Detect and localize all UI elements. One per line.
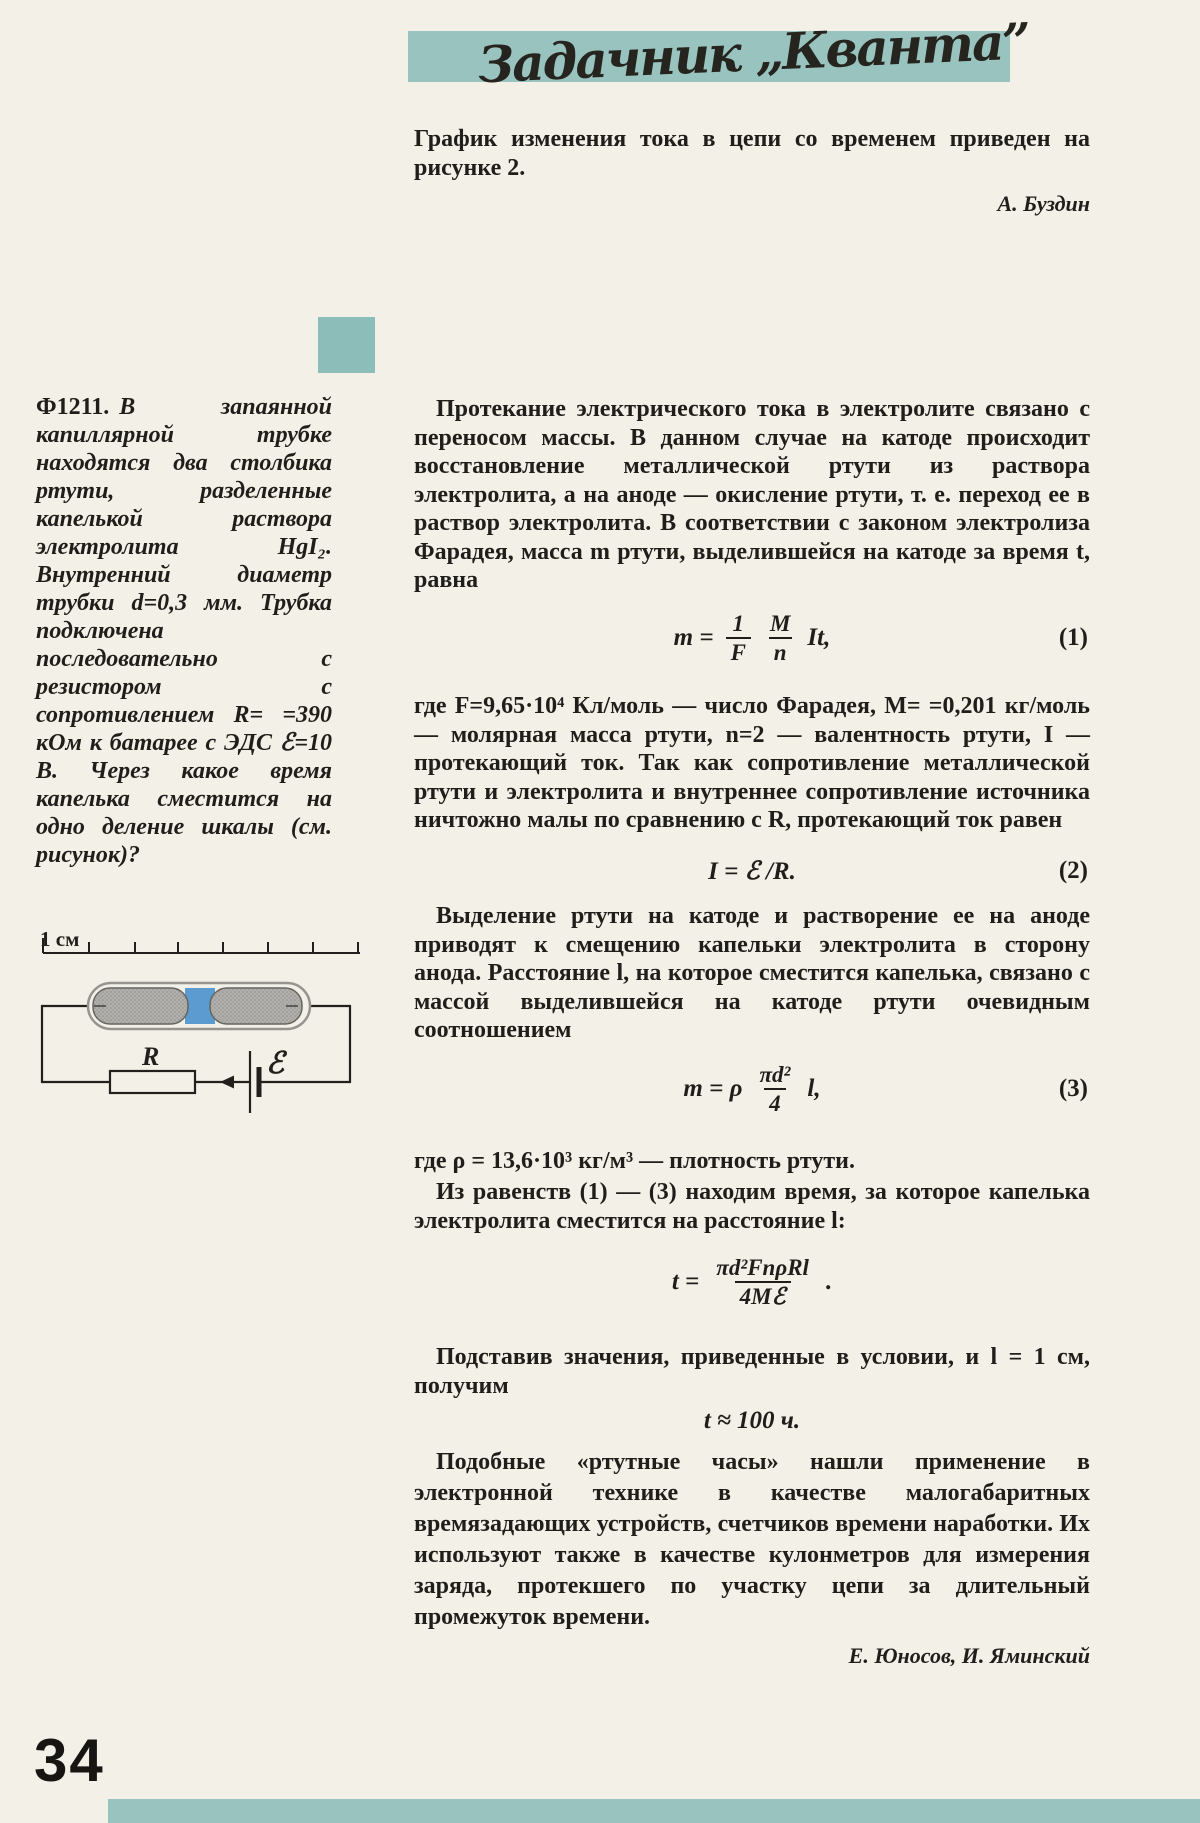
solution-paragraph-4b: Из равенств (1) — (3) находим время, за которое капелька электролита сместится на расстояние l: [414, 1179, 1090, 1234]
eq2-number: (2) [1058, 857, 1088, 884]
intro-author: А. Буздин [997, 191, 1090, 216]
section-banner-script: Задачник „Кванта” [476, 11, 1031, 95]
intro-paragraph: График изменения тока в цепи со временем приведен на рисунке 2. [414, 126, 1090, 181]
eq3-fraction: $\frac{\text{πd²}}{4}$ [759, 1061, 791, 1116]
mercury-column-left [93, 988, 188, 1024]
solution-paragraph-4a: где ρ = 13,6·10³ кг/м³ — плотность ртути. [414, 1148, 855, 1174]
eq3-rhs: l, [807, 1075, 821, 1102]
eq4-lhs: t = [671, 1268, 700, 1295]
ruler-scale-label: 1 см [40, 927, 80, 951]
problem-statement [36, 393, 332, 869]
eq4-rhs: . [825, 1268, 833, 1295]
equation-1 [414, 600, 1090, 676]
eq4-fraction: $\frac{\text{πd²FnρRl}}{\text{4Mℰ}}$ [716, 1254, 809, 1309]
resistor [110, 1071, 195, 1093]
section-banner [408, 11, 1031, 95]
bottom-bar [108, 1799, 1200, 1823]
scale-ruler [43, 938, 360, 953]
page-number: 34 [34, 1727, 105, 1794]
solution-paragraph-1: Протекание электрического тока в электролите связано с переносом массы. В данном случае на катоде происходит восстановление металлической ртути из раствора электролита, а на аноде — окисление ртути, т. е. переход ее в раствор электролита. В соответствии с законом электролиза Фарадея, масса m ртути, выделившейся на катоде за время t, равна [414, 396, 1090, 593]
decorative-square [318, 317, 375, 373]
solution-paragraph-3: Выделение ртути на катоде и растворение ее на аноде приводят к смещению капельки электролита в сторону анода. Расстояние l, на которое сместится капелька, связано с массой выделившейся на катоде ртути очевидным соотношением [414, 903, 1090, 1043]
eq1-fraction-2: $\frac{M}{n}$ [769, 610, 791, 665]
eq5-body: t ≈ 100 ч. [703, 1407, 801, 1434]
eq2-body: I = ℰ /R. [708, 858, 796, 885]
equation-2 [414, 854, 1090, 888]
equation-5 [414, 1405, 1090, 1437]
emf-label: ℰ [266, 1047, 285, 1080]
circuit-figure [30, 915, 362, 1123]
current-arrow [220, 1076, 234, 1089]
solution-paragraph-6: Подобные «ртутные часы» нашли применение в электронной технике в качестве малогабаритных времязадающих устройств, счетчиков времени наработки. Их используют также в качестве кулонметров для измерения заряда, протекшего по участку цепи за длительный промежуток времени. [414, 1449, 1090, 1630]
eq1-fraction-1: $\frac{1}{F}$ [726, 611, 751, 666]
eq1-number: (1) [1058, 624, 1088, 651]
eq3-lhs: m = ρ [683, 1075, 743, 1102]
resistor-label: R [142, 1042, 160, 1071]
problem-text: В запаянной капиллярной трубке находятся два столбика ртути, разделенные капелькой раствора электролита HgI₂. Внутренний диаметр трубки d=0,3 мм. Трубка подключена последовательно с резистором с сопротивлением R= =390 кОм к батарее с ЭДС ℰ=10 В. Через какое время капелька сместится на одно деление шкалы (см. рисунок)? [36, 394, 332, 868]
equation-4 [414, 1246, 1090, 1318]
eq1-lhs: m = [673, 624, 714, 651]
eq3-number: (3) [1058, 1075, 1088, 1102]
eq1-rhs: It, [807, 624, 831, 651]
problem-number: Ф1211. [36, 394, 110, 420]
solution-paragraph-2: где F=9,65·10⁴ Кл/моль — число Фарадея, М= =0,201 кг/моль — молярная масса ртути, n=2 — валентность ртути, I — протекающий ток. Так как сопротивление металлической ртути и электролита и внутреннее сопротивление источника ничтожно малы по сравнению с R, протекающий ток равен [414, 693, 1090, 833]
battery [250, 1051, 259, 1113]
solution-paragraph-5: Подставив значения, приведенные в условии, и l = 1 см, получим [414, 1344, 1090, 1399]
solution-authors: Е. Юносов, И. Яминский [848, 1643, 1090, 1668]
equation-3 [414, 1052, 1090, 1126]
